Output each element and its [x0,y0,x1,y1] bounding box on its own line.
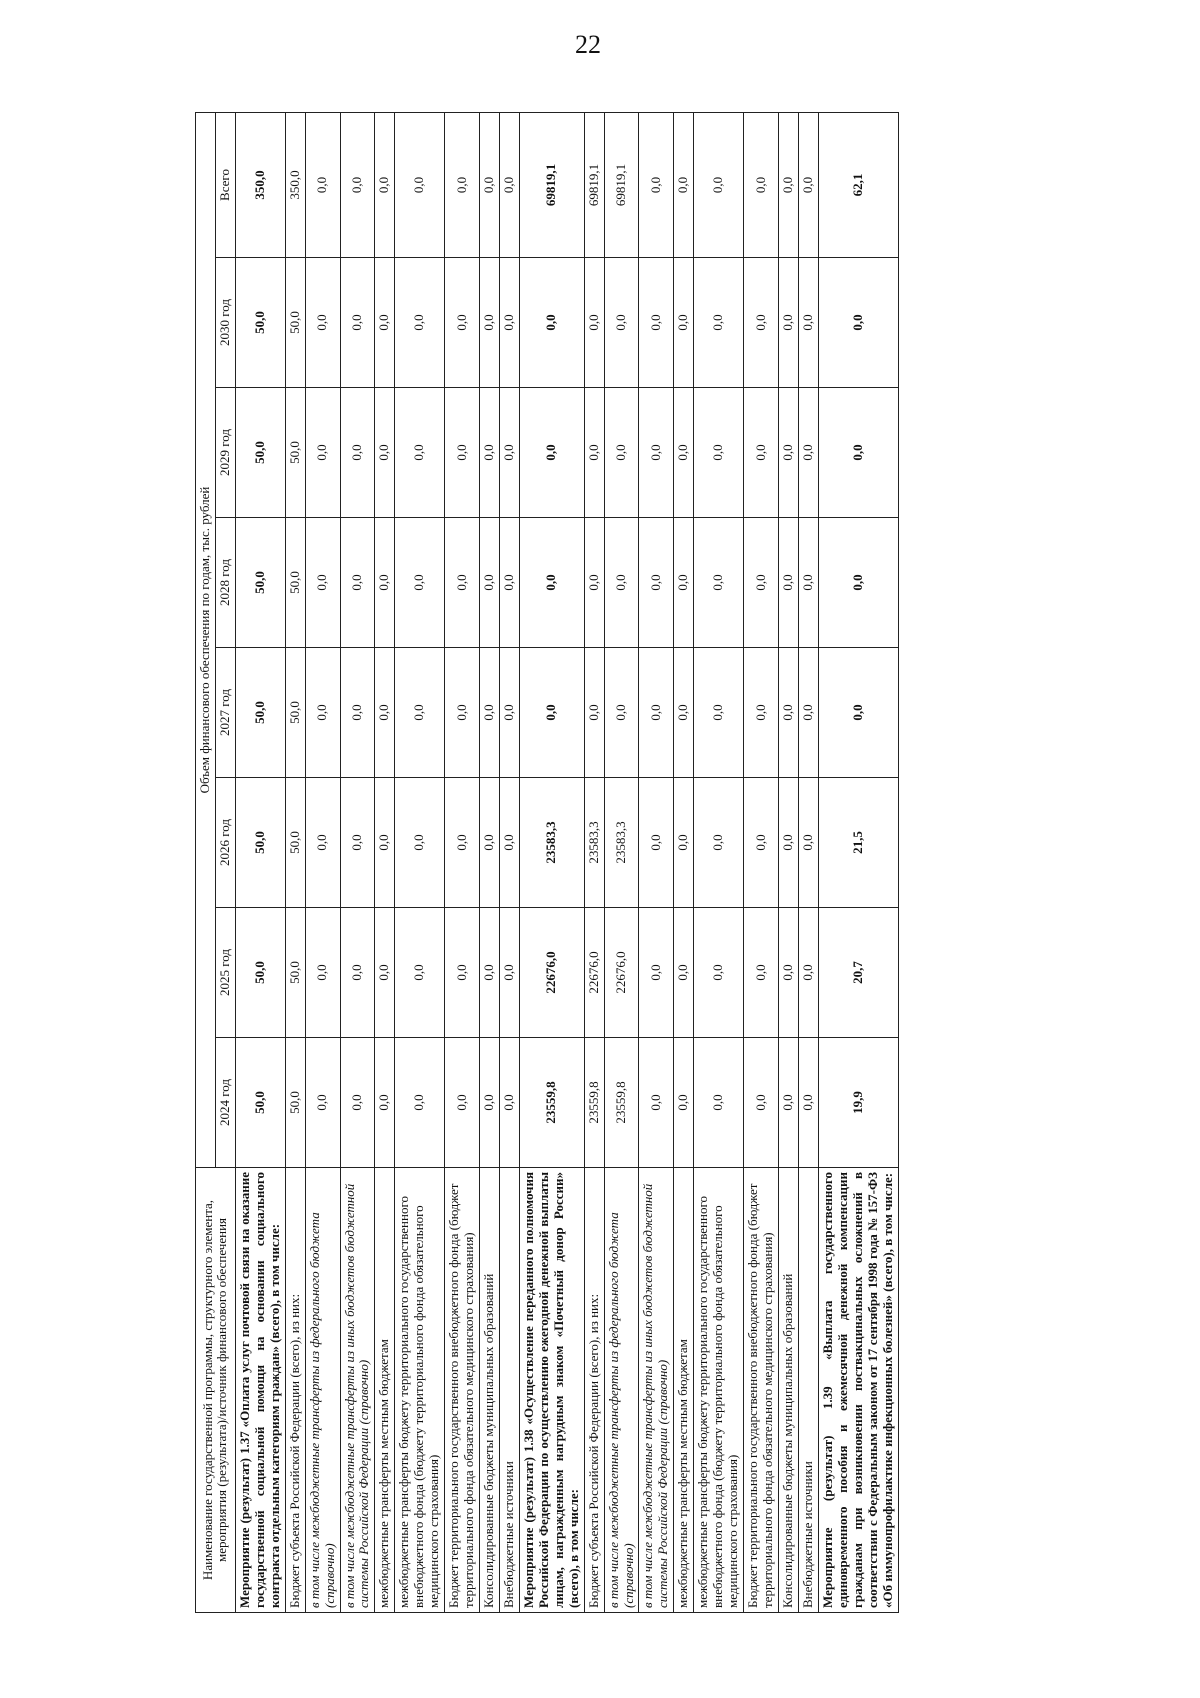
row-year-value-cell: 23583,3 [519,778,584,908]
row-year-value-cell: 0,0 [694,388,744,518]
row-year-value-cell: 0,0 [445,908,480,1038]
row-name-cell: межбюджетные трансферты бюджету территориального государственного внебюджетного фонда (бюджету территориального фонда обязательного медицинского страхования) [694,1168,744,1613]
row-year-value-cell: 0,0 [778,258,798,388]
header-year: 2025 год [215,908,235,1038]
row-year-value-cell: 0,0 [798,778,818,908]
financing-table [195,112,899,1613]
row-year-value-cell: 0,0 [798,258,818,388]
row-year-value-cell: 0,0 [744,778,779,908]
row-total-cell: 0,0 [674,112,694,257]
table-row [778,112,798,1612]
row-year-value-cell: 0,0 [305,518,340,648]
table-row [445,112,480,1612]
row-year-value-cell: 0,0 [375,908,395,1038]
row-year-value-cell: 0,0 [744,518,779,648]
table-row [395,112,445,1612]
row-year-value-cell: 0,0 [798,908,818,1038]
row-year-value-cell: 23559,8 [604,1038,639,1168]
row-name-cell: межбюджетные трансферты местным бюджетам [375,1168,395,1613]
row-year-value-cell: 0,0 [480,778,500,908]
row-year-value-cell: 50,0 [235,648,285,778]
row-year-value-cell: 50,0 [285,778,305,908]
row-year-value-cell: 0,0 [778,908,798,1038]
row-name-cell: Бюджет территориального государственного внебюджетного фонда (бюджет территориального фонда обязательного медицинского страхования) [445,1168,480,1613]
row-year-value-cell: 0,0 [395,518,445,648]
row-year-value-cell: 50,0 [285,518,305,648]
row-year-value-cell: 0,0 [674,518,694,648]
row-year-value-cell: 0,0 [604,388,639,518]
row-year-value-cell: 0,0 [340,908,375,1038]
row-total-cell: 0,0 [499,112,519,257]
table-row [818,112,898,1612]
row-year-value-cell: 0,0 [480,518,500,648]
row-year-value-cell: 0,0 [395,648,445,778]
row-year-value-cell: 0,0 [480,908,500,1038]
row-year-value-cell: 0,0 [818,388,898,518]
row-year-value-cell: 0,0 [499,648,519,778]
table-row [375,112,395,1612]
row-year-value-cell: 0,0 [445,388,480,518]
row-year-value-cell: 19,9 [818,1038,898,1168]
row-year-value-cell: 0,0 [744,908,779,1038]
header-row-1 [196,112,216,1612]
row-year-value-cell: 0,0 [694,908,744,1038]
row-year-value-cell: 0,0 [519,258,584,388]
row-year-value-cell: 50,0 [285,388,305,518]
table-row [798,112,818,1612]
table-row [305,112,340,1612]
row-name-cell: Мероприятие (результат) 1.39 «Выплата государственного единовременного пособия и ежемесячной денежной компенсации гражданам при возникновении поствакцинальных осложнений в соответствии с Федеральным законом от 17 сентября 1998 года № 157-ФЗ «Об иммунопрофилактике инфекционных болезней» (всего), в том числе: [818,1168,898,1613]
row-total-cell: 0,0 [480,112,500,257]
row-year-value-cell: 0,0 [340,518,375,648]
row-name-cell: Консолидированные бюджеты муниципальных образований [480,1168,500,1613]
row-year-value-cell: 0,0 [798,518,818,648]
row-year-value-cell: 50,0 [285,908,305,1038]
row-year-value-cell: 0,0 [798,648,818,778]
row-year-value-cell: 23559,8 [519,1038,584,1168]
row-year-value-cell: 0,0 [798,1038,818,1168]
row-year-value-cell: 0,0 [674,1038,694,1168]
row-year-value-cell: 0,0 [480,1038,500,1168]
row-year-value-cell: 0,0 [340,778,375,908]
header-year: 2030 год [215,258,235,388]
row-year-value-cell: 0,0 [519,518,584,648]
row-year-value-cell: 0,0 [639,778,674,908]
row-total-cell: 69819,1 [584,112,604,257]
row-total-cell: 0,0 [395,112,445,257]
row-year-value-cell: 0,0 [639,258,674,388]
row-year-value-cell: 50,0 [285,258,305,388]
row-year-value-cell: 0,0 [778,648,798,778]
row-total-cell: 0,0 [445,112,480,257]
row-name-cell: Мероприятие (результат) 1.37 «Оплата услуг почтовой связи на оказание государственной социальной помощи на основании социального контракта отдельным категориям граждан» (всего), в том числе: [235,1168,285,1613]
row-name-cell: Мероприятие (результат) 1.38 «Осуществление переданного полномочия Российской Федерации по осуществлению ежегодной денежной выплаты лицам, награжденным нагрудным знаком «Почетный донор России» (всего), в том числе: [519,1168,584,1613]
row-year-value-cell: 0,0 [818,518,898,648]
row-year-value-cell: 0,0 [674,648,694,778]
row-year-value-cell: 0,0 [744,388,779,518]
row-year-value-cell: 0,0 [375,1038,395,1168]
row-total-cell: 69819,1 [519,112,584,257]
header-year: 2029 год [215,388,235,518]
table-row [235,112,285,1612]
row-year-value-cell: 0,0 [445,518,480,648]
row-year-value-cell: 0,0 [818,258,898,388]
row-year-value-cell: 0,0 [375,258,395,388]
row-year-value-cell: 0,0 [584,388,604,518]
row-total-cell: 0,0 [305,112,340,257]
row-total-cell: 0,0 [639,112,674,257]
row-year-value-cell: 0,0 [305,778,340,908]
header-name-column: Наименование государственной программы, структурного элемента, мероприятия (результата)/источник финансового обеспечения [196,1168,236,1613]
table-row [694,112,744,1612]
row-year-value-cell: 0,0 [744,258,779,388]
row-year-value-cell: 0,0 [445,778,480,908]
row-total-cell: 0,0 [778,112,798,257]
row-total-cell: 0,0 [340,112,375,257]
row-name-cell: Бюджет субъекта Российской Федерации (всего), из них: [285,1168,305,1613]
row-year-value-cell: 0,0 [604,258,639,388]
row-year-value-cell: 0,0 [818,648,898,778]
row-year-value-cell: 0,0 [340,648,375,778]
row-year-value-cell: 0,0 [694,648,744,778]
row-year-value-cell: 0,0 [395,388,445,518]
row-year-value-cell: 0,0 [480,258,500,388]
page-number: 22 [575,30,601,59]
row-year-value-cell: 0,0 [604,518,639,648]
row-year-value-cell: 50,0 [235,518,285,648]
row-year-value-cell: 22676,0 [604,908,639,1038]
row-name-cell: Бюджет субъекта Российской Федерации (всего), из них: [584,1168,604,1613]
row-year-value-cell: 0,0 [395,778,445,908]
row-year-value-cell: 0,0 [305,1038,340,1168]
row-year-value-cell: 0,0 [499,258,519,388]
row-name-cell: межбюджетные трансферты местным бюджетам [674,1168,694,1613]
row-total-cell: 350,0 [285,112,305,257]
row-year-value-cell: 0,0 [519,648,584,778]
row-year-value-cell: 0,0 [499,908,519,1038]
row-year-value-cell: 0,0 [778,778,798,908]
row-total-cell: 0,0 [744,112,779,257]
row-year-value-cell: 0,0 [778,388,798,518]
row-year-value-cell: 0,0 [445,258,480,388]
table-row [285,112,305,1612]
row-year-value-cell: 0,0 [694,518,744,648]
row-year-value-cell: 0,0 [305,648,340,778]
table-row [674,112,694,1612]
row-year-value-cell: 0,0 [584,258,604,388]
row-year-value-cell: 0,0 [639,388,674,518]
header-volume-title: Объем финансового обеспечения по годам, тыс. рублей [196,112,216,1167]
row-year-value-cell: 0,0 [480,648,500,778]
row-year-value-cell: 0,0 [674,258,694,388]
table-row [340,112,375,1612]
header-year: 2024 год [215,1038,235,1168]
table-row [744,112,779,1612]
table-row [639,112,674,1612]
row-year-value-cell: 0,0 [798,388,818,518]
row-year-value-cell: 0,0 [639,518,674,648]
row-year-value-cell: 23583,3 [584,778,604,908]
table-row [480,112,500,1612]
table-row [604,112,639,1612]
header-total: Всего [215,112,235,257]
row-year-value-cell: 0,0 [445,1038,480,1168]
row-total-cell: 0,0 [375,112,395,257]
row-year-value-cell: 22676,0 [519,908,584,1038]
row-year-value-cell: 0,0 [778,518,798,648]
header-year: 2028 год [215,518,235,648]
row-year-value-cell: 0,0 [694,778,744,908]
row-year-value-cell: 0,0 [395,258,445,388]
row-year-value-cell: 50,0 [285,648,305,778]
row-year-value-cell: 0,0 [744,648,779,778]
row-year-value-cell: 21,5 [818,778,898,908]
row-year-value-cell: 22676,0 [584,908,604,1038]
row-name-cell: межбюджетные трансферты бюджету территориального государственного внебюджетного фонда (бюджету территориального фонда обязательного медицинского страхования) [395,1168,445,1613]
row-year-value-cell: 0,0 [694,258,744,388]
row-year-value-cell: 20,7 [818,908,898,1038]
row-year-value-cell: 0,0 [375,648,395,778]
row-year-value-cell: 0,0 [395,908,445,1038]
row-name-cell: в том числе межбюджетные трансферты из федерального бюджета (справочно) [305,1168,340,1613]
table-body [235,112,898,1612]
row-year-value-cell: 0,0 [340,388,375,518]
row-total-cell: 0,0 [798,112,818,257]
row-year-value-cell: 0,0 [305,388,340,518]
row-year-value-cell: 0,0 [305,258,340,388]
row-name-cell: Консолидированные бюджеты муниципальных образований [778,1168,798,1613]
row-year-value-cell: 0,0 [499,778,519,908]
row-year-value-cell: 23583,3 [604,778,639,908]
row-total-cell: 62,1 [818,112,898,257]
row-year-value-cell: 50,0 [235,1038,285,1168]
row-year-value-cell: 50,0 [235,908,285,1038]
row-year-value-cell: 0,0 [639,1038,674,1168]
row-year-value-cell: 0,0 [674,778,694,908]
row-year-value-cell: 0,0 [375,518,395,648]
row-year-value-cell: 50,0 [235,258,285,388]
row-year-value-cell: 50,0 [285,1038,305,1168]
header-year: 2027 год [215,648,235,778]
row-year-value-cell: 23559,8 [584,1038,604,1168]
table-row [499,112,519,1612]
row-year-value-cell: 0,0 [584,518,604,648]
row-year-value-cell: 0,0 [375,778,395,908]
row-year-value-cell: 0,0 [584,648,604,778]
header-year: 2026 год [215,778,235,908]
table-row [584,112,604,1612]
row-year-value-cell: 0,0 [674,908,694,1038]
row-year-value-cell: 0,0 [480,388,500,518]
row-year-value-cell: 0,0 [499,388,519,518]
row-year-value-cell: 0,0 [499,518,519,648]
row-year-value-cell: 0,0 [305,908,340,1038]
row-name-cell: Внебюджетные источники [798,1168,818,1613]
row-year-value-cell: 0,0 [639,648,674,778]
row-name-cell: Бюджет территориального государственного внебюджетного фонда (бюджет территориального фонда обязательного медицинского страхования) [744,1168,779,1613]
row-total-cell: 350,0 [235,112,285,257]
row-name-cell: в том числе межбюджетные трансферты из иных бюджетов бюджетной системы Российской Федерации (справочно) [639,1168,674,1613]
row-name-cell: Внебюджетные источники [499,1168,519,1613]
row-year-value-cell: 0,0 [499,1038,519,1168]
row-total-cell: 0,0 [694,112,744,257]
row-year-value-cell: 0,0 [639,908,674,1038]
row-year-value-cell: 50,0 [235,778,285,908]
row-year-value-cell: 0,0 [445,648,480,778]
row-year-value-cell: 0,0 [694,1038,744,1168]
row-year-value-cell: 0,0 [674,388,694,518]
row-year-value-cell: 0,0 [340,1038,375,1168]
row-year-value-cell: 0,0 [778,1038,798,1168]
row-year-value-cell: 50,0 [235,388,285,518]
rotated-table-container [195,113,1045,1613]
row-name-cell: в том числе межбюджетные трансферты из иных бюджетов бюджетной системы Российской Федерации (справочно) [340,1168,375,1613]
row-year-value-cell: 0,0 [744,1038,779,1168]
row-name-cell: в том числе межбюджетные трансферты из федерального бюджета (справочно) [604,1168,639,1613]
row-total-cell: 69819,1 [604,112,639,257]
row-year-value-cell: 0,0 [340,258,375,388]
row-year-value-cell: 0,0 [604,648,639,778]
row-year-value-cell: 0,0 [375,388,395,518]
row-year-value-cell: 0,0 [395,1038,445,1168]
table-row [519,112,584,1612]
row-year-value-cell: 0,0 [519,388,584,518]
